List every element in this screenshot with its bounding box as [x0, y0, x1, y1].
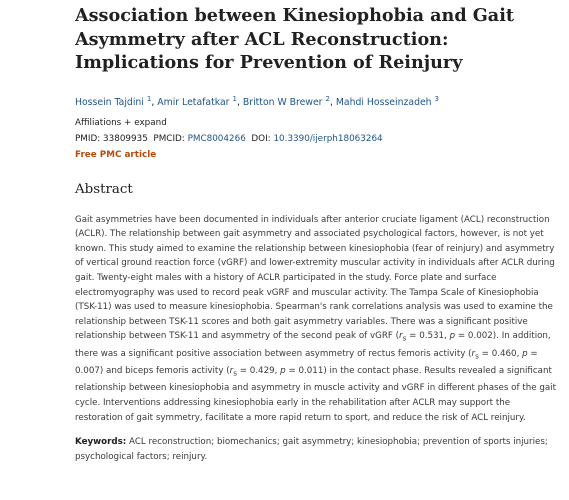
expand-link[interactable]: + expand [124, 117, 167, 128]
affiliations-toggle[interactable] [75, 118, 557, 128]
affiliation-ref[interactable]: 3 [434, 94, 440, 103]
article-container [75, 0, 557, 464]
keywords-label: Keywords: [75, 437, 127, 448]
free-pmc-badge[interactable]: Free PMC article [75, 149, 157, 160]
pmid-label: PMID: [75, 133, 101, 144]
keywords-text: ACL reconstruction; biomechanics; gait asymmetry; kinesiophobia; prevention of sports injuries; psychological factors; reinjury. [75, 437, 548, 462]
article-title: Association between Kinesiophobia and Gait Asymmetry after ACL Reconstruction: Implications for Prevention of Reinjury [75, 5, 515, 73]
author-link[interactable]: Britton W Brewer [242, 96, 323, 108]
author-list: Hossein Tajdini $^1$, Amir Letafatkar $^1$, Britton W Brewer $^2$, Mahdi Hosseinzadeh $^3$ [75, 94, 440, 108]
pmid-value: 33809935 [103, 133, 148, 144]
affiliation-ref[interactable]: 1 [232, 94, 237, 103]
author-link[interactable]: Mahdi Hosseinzadeh [335, 96, 432, 108]
author-link[interactable]: Amir Letafatkar [157, 96, 230, 108]
doi-link[interactable]: 10.3390/ijerph18063264 [273, 133, 383, 144]
author-link[interactable]: Hossein Tajdini [75, 96, 144, 108]
doi-label: DOI: [251, 133, 271, 144]
affiliation-ref[interactable]: 2 [325, 94, 330, 103]
pmcid-link[interactable]: PMC8004266 [187, 133, 246, 144]
affiliations-label: Affiliations [75, 117, 122, 128]
keywords [75, 435, 557, 464]
abstract-text: Gait asymmetries have been documented in individuals after anterior cruciate ligament (ACL) reconstruction (ACLR). The relationship between gait asymmetry and associated psychological factors, however, is not yet known. This study aimed to examine the relationship between kinesiophobia (fear of reinjury) and asymmetry of vertical ground reaction force (vGRF) and lower-extremity muscular activity in individuals after ACLR during gait. Twenty-eight males with a history of ACLR participated in the study. Force plate and surface electromyography was used to record peak vGRF and muscular activity. The Tampa Scale of Kinesiophobia (TSK-11) was used to measure kinesiophobia. Spearman's rank correlations analysis was used to examine the relationship between TSK-11 scores and both gait asymmetry variables. There was a significant positive relationship between TSK-11 and asymmetry of the second peak of vGRF ($r_s = 0.531$, p = 0.002). In addition, there was a significant positive association between asymmetry of rectus femoris activity ($r_s = 0.460$, p = 0.007) and biceps femoris activity ($r_s = 0.429$, p = 0.011) in the contact phase. Results revealed a significant relationship between kinesiophobia and asymmetry in muscle activity and vGRF in different phases of the gait cycle. Interventions addressing kinesiophobia early in the rehabilitation after ACLR may support the restoration of gait symmetry, facilitate a more rapid return to sport, and reduce the risk of ACL reinjury. [75, 214, 556, 423]
pmcid-label: PMCID: [153, 133, 185, 144]
identifiers [75, 134, 557, 144]
affiliation-ref[interactable]: 1 [146, 94, 152, 103]
abstract-heading: Abstract [75, 181, 133, 197]
